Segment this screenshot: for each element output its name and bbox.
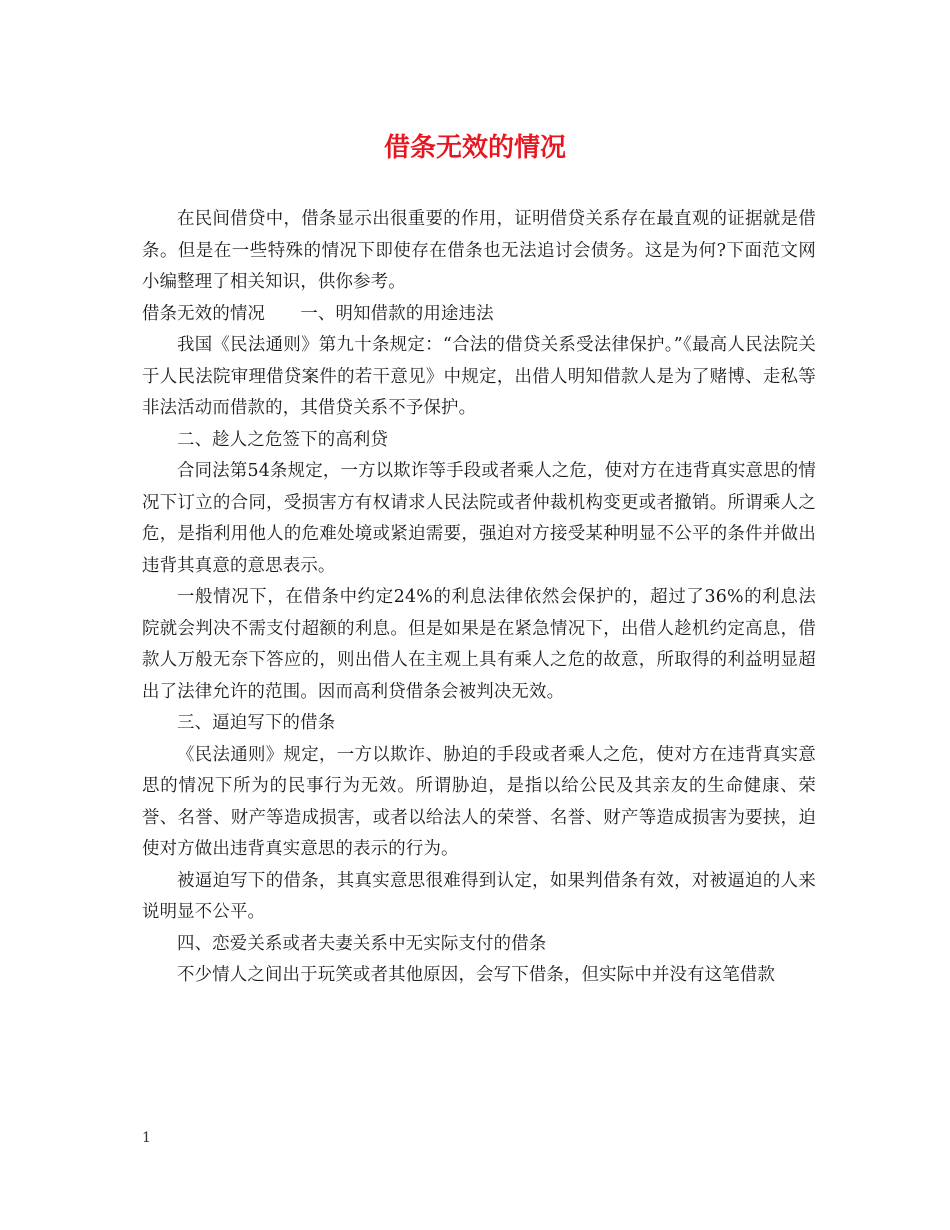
paragraph-section-3-body-a: 《民法通则》规定，一方以欺诈、胁迫的手段或者乘人之危，使对方在违背真实意思的情况下所为的民事行为无效。所谓胁迫，是指以给公民及其亲友的生命健康、荣誉、名誉、财产等造成损害，或者以给法人的荣誉、名誉、财产等造成损害为要挟，迫使对方做出违背真实意思的表示的行为。 <box>142 744 816 859</box>
page-number: 1 <box>142 1130 151 1146</box>
document-title: 借条无效的情况 <box>383 133 566 163</box>
paragraph-section-2-body-b: 一般情况下，在借条中约定24%的利息法律依然会保护的，超过了36%的利息法院就会判决不需支付超额的利息。但是如果是在紧急情况下，出借人趁机约定高息，借款人万般无奈下答应的，则出借人在主观上具有乘人之危的故意，所取得的利益明显超出了法律允许的范围。因而高利贷借条会被判决无效。 <box>142 587 816 702</box>
paragraph-section-2-body-a: 合同法第54条规定，一方以欺诈等手段或者乘人之危，使对方在违背真实意思的情况下订立的合同，受损害方有权请求人民法院或者仲裁机构变更或者撤销。所谓乘人之危，是指利用他人的危难处境或紧迫需要，强迫对方接受某种明显不公平的条件并做出违背其真意的意思表示。 <box>142 461 816 576</box>
paragraph-section-3-body-b: 被逼迫写下的借条，其真实意思很难得到认定，如果判借条有效，对被逼迫的人来说明显不公平。 <box>142 870 816 922</box>
paragraph-section-heading-1: 借条无效的情况 一、明知借款的用途违法 <box>142 303 494 324</box>
paragraph-section-heading-2: 二、趁人之危签下的高利贷 <box>177 429 389 450</box>
paragraph-section-1-body: 我国《民法通则》第九十条规定：“合法的借贷关系受法律保护。”《最高人民法院关于人民法院审理借贷案件的若干意见》中规定，出借人明知借款人是为了赌博、走私等非法活动而借款的，其借贷关系不予保护。 <box>142 335 816 418</box>
document-body <box>142 204 816 992</box>
paragraph-intro: 在民间借贷中，借条显示出很重要的作用，证明借贷关系存在最直观的证据就是借条。但是在一些特殊的情况下即使存在借条也无法追讨会债务。这是为何?下面范文网小编整理了相关知识，供你参考。 <box>142 209 816 292</box>
paragraph-section-4-body: 不少情人之间出于玩笑或者其他原因，会写下借条，但实际中并没有这笔借款 <box>177 965 776 985</box>
paragraph-section-heading-4: 四、恋爱关系或者夫妻关系中无实际支付的借条 <box>177 933 547 954</box>
paragraph-section-heading-3: 三、逼迫写下的借条 <box>177 713 336 733</box>
